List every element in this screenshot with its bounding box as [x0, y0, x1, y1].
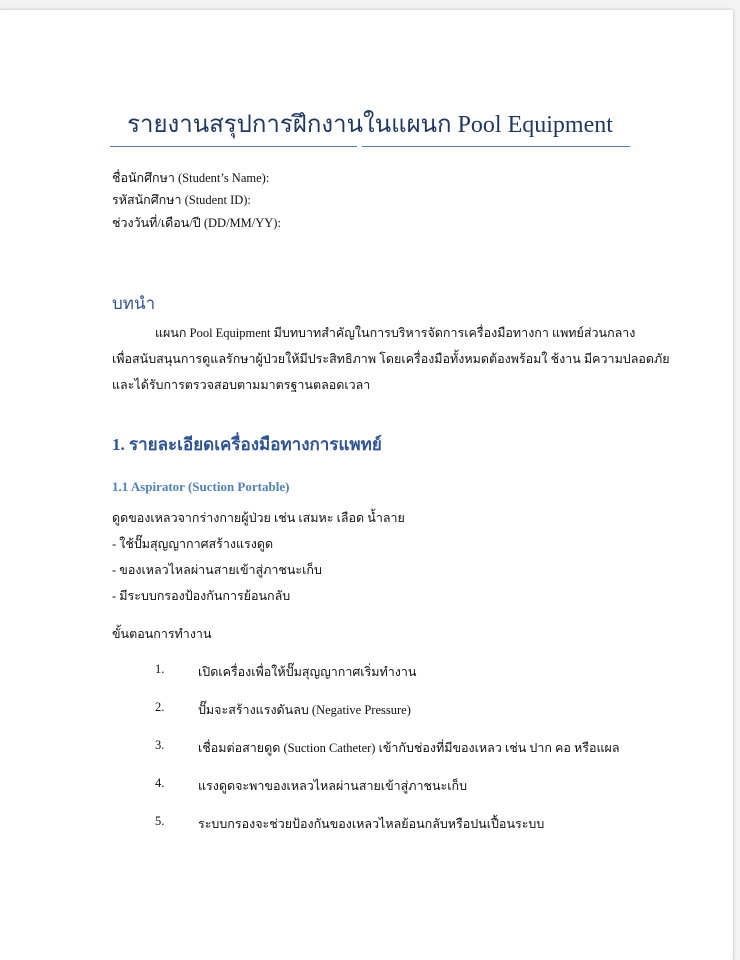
step-text: เปิดเครื่องเพื่อให้ปั๊มสุญญากาศเริ่มทำงาน: [198, 665, 417, 679]
bullet-item: - มีระบบกรองป้องกันการย้อนกลับ: [112, 589, 291, 603]
step-number: 1.: [155, 662, 165, 676]
step-text: ระบบกรองจะช่วยป้องกันของเหลวไหลย้อนกลับหรือปนเปื้อนระบบ: [198, 817, 545, 831]
step-number: 2.: [155, 700, 165, 714]
date-range-label: ช่วงวันที่/เดือน/ปี (DD/MM/YY):: [112, 216, 281, 230]
intro-paragraph-line: แผนก Pool Equipment มีบทบาทสำคัญในการบริหารจัดการเครื่องมือทางกา แพทย์ส่วนกลาง: [155, 326, 636, 340]
step-text: แรงดูดจะพาของเหลวไหลผ่านสายเข้าสู่ภาชนะเก็บ: [198, 779, 468, 793]
step-text: เชื่อมต่อสายดูด (Suction Catheter) เข้ากับช่องที่มีของเหลว เช่น ปาก คอ หรือแผล: [198, 741, 620, 755]
bullet-item: - ใช้ปั๊มสุญญากาศสร้างแรงดูด: [112, 537, 274, 551]
title-underline-left: [110, 146, 357, 147]
title-underline-right: [362, 146, 630, 147]
student-name-label: ชื่อนักศึกษา (Student’s Name):: [112, 171, 270, 185]
intro-paragraph-line: และได้รับการตรวจสอบตามมาตรฐานตลอดเวลา: [112, 378, 371, 392]
document-title: รายงานสรุปการฝึกงานในแผนก Pool Equipment: [127, 112, 613, 138]
intro-paragraph-line: เพื่อสนับสนุนการดูแลรักษาผู้ป่วยให้มีประสิทธิภาพ โดยเครื่องมือทั้งหมดต้องพร้อมใ ช้งาน มีความปลอดภัย: [112, 352, 670, 366]
student-id-label: รหัสนักศึกษา (Student ID):: [112, 193, 251, 207]
step-number: 5.: [155, 814, 165, 828]
steps-heading: ขั้นตอนการทำงาน: [112, 627, 212, 641]
step-text: ปั๊มจะสร้างแรงดันลบ (Negative Pressure): [198, 703, 411, 717]
intro-heading: บทนำ: [112, 294, 156, 313]
aspirator-description: ดูดของเหลวจากร่างกายผู้ป่วย เช่น เสมหะ เลือด น้ำลาย: [112, 511, 405, 525]
bullet-item: - ของเหลวไหลผ่านสายเข้าสู่ภาชนะเก็บ: [112, 563, 322, 577]
subsection-1-1-heading: 1.1 Aspirator (Suction Portable): [112, 479, 290, 494]
step-number: 4.: [155, 776, 165, 790]
section-1-heading: 1. รายละเอียดเครื่องมือทางการแพทย์: [112, 435, 382, 454]
step-number: 3.: [155, 738, 165, 752]
